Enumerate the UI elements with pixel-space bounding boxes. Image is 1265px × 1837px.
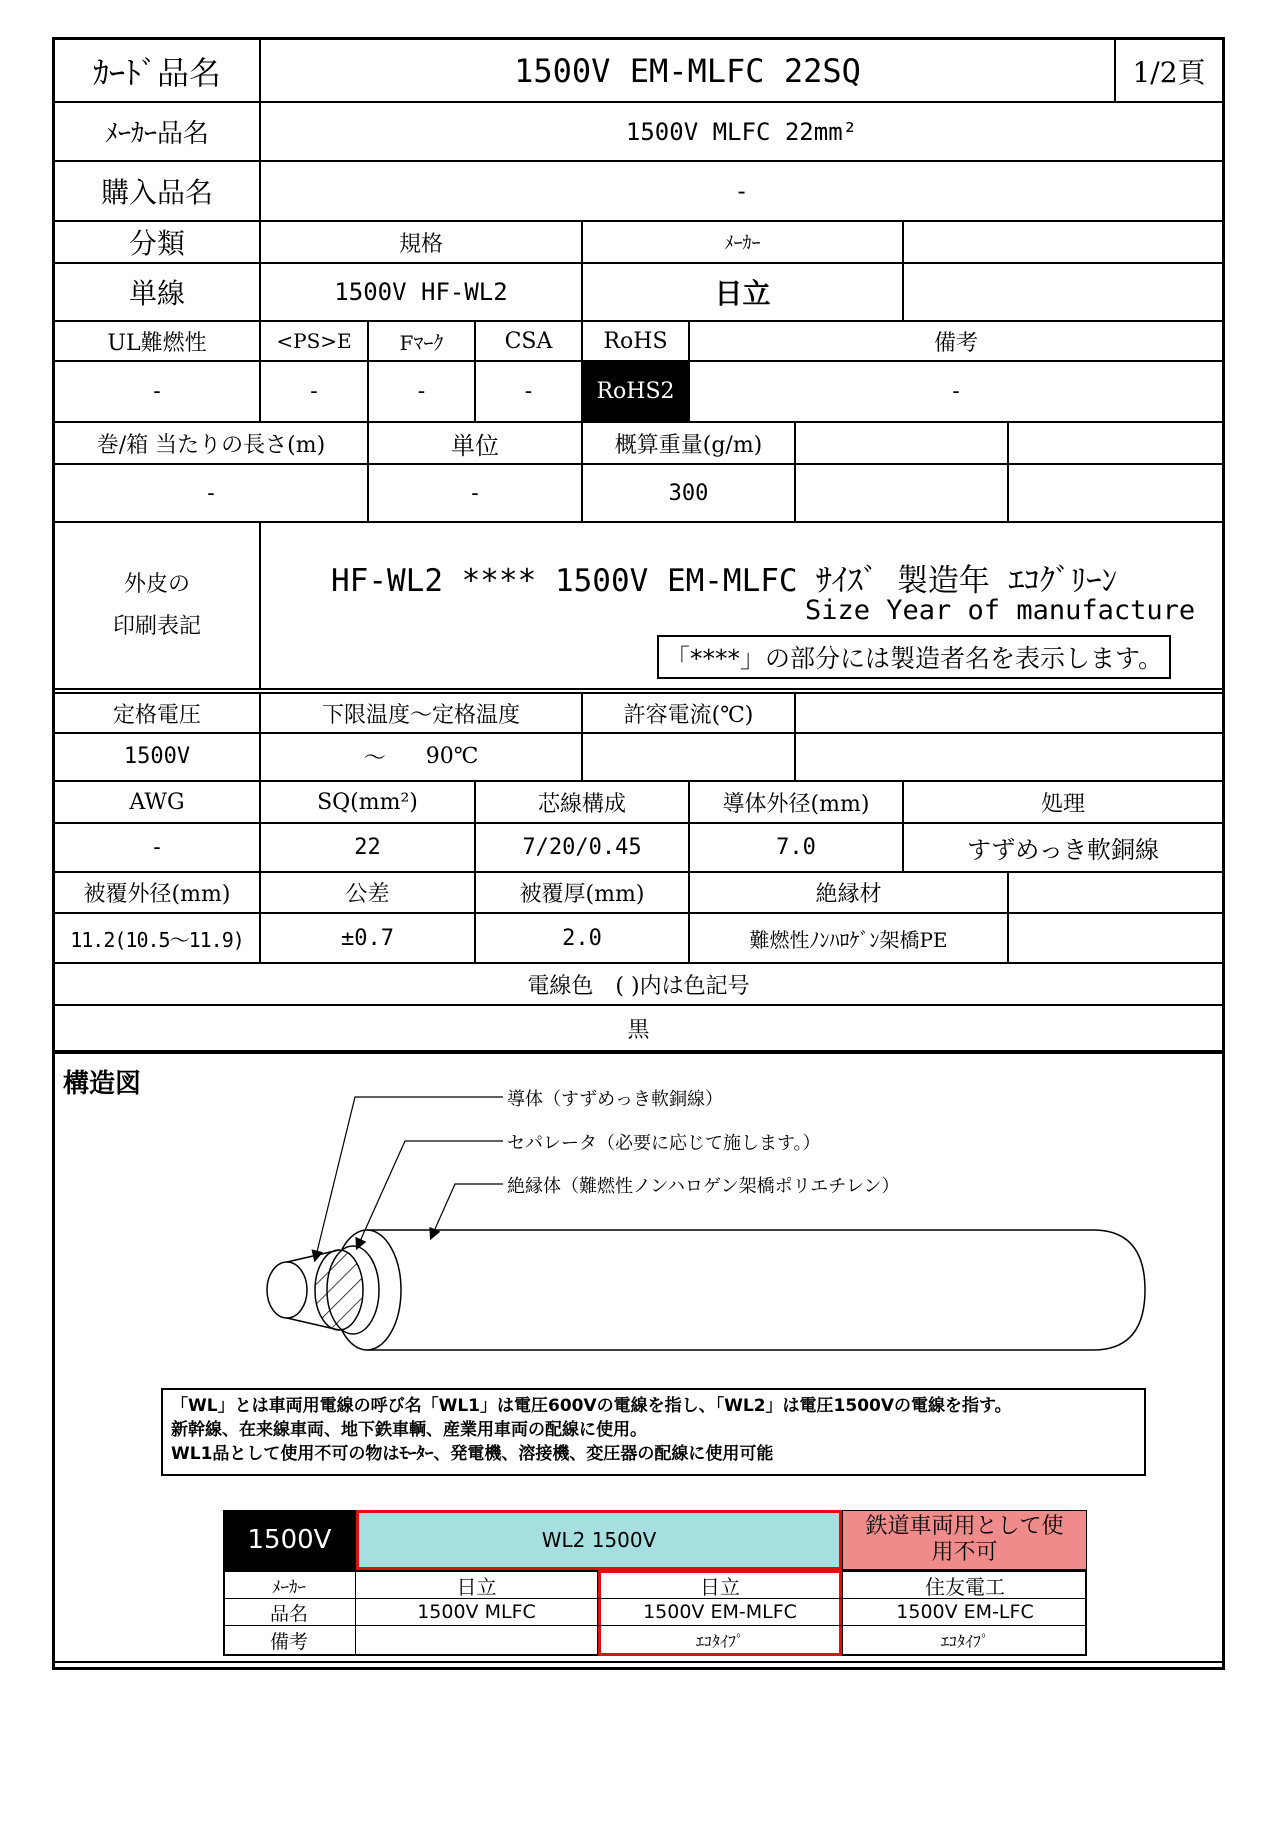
thickness-value: 2.0 xyxy=(476,914,690,964)
conductor-od-value: 7.0 xyxy=(690,824,904,873)
temperature-max: 90℃ xyxy=(425,743,479,769)
color-value: 黒 xyxy=(55,1006,1222,1052)
print-line-1: HF-WL2 **** 1500V EM-MLFC ｻｲｽﾞ 製造年 ｴｺｸﾞﾘｰﾝ xyxy=(331,563,1118,599)
comparison-col3-name: 1500V EM-LFC xyxy=(842,1599,1087,1626)
color-header-row xyxy=(55,964,1222,1006)
remarks-header: 備考 xyxy=(690,322,1222,362)
comparison-wl2: WL2 1500V xyxy=(356,1510,842,1570)
bottom-rule xyxy=(55,1661,1222,1663)
maker-name-row xyxy=(55,103,1222,162)
bunrui: 単線 xyxy=(55,264,261,322)
conductor-value-row xyxy=(55,824,1222,873)
length-header: 巻/箱 当たりの長さ(m) xyxy=(55,423,369,465)
current-header: 許容電流(℃) xyxy=(583,694,796,734)
f-mark-value: - xyxy=(369,362,476,423)
length-blank-2 xyxy=(1009,423,1222,465)
purchase-name-row xyxy=(55,162,1222,222)
rated-voltage: 1500V xyxy=(55,732,261,782)
cable-structure-diagram xyxy=(55,1050,1222,1390)
length-header-row xyxy=(55,423,1222,465)
ul-header: UL難燃性 xyxy=(55,322,261,362)
insulator-label: 絶縁体（難燃性ノンハロゲン架橋ポリエチレン） xyxy=(507,1176,900,1197)
separator-label: セパレータ（必要に応じて施します。） xyxy=(507,1133,821,1154)
maker-name: 1500V MLFC 22mm² xyxy=(261,103,1222,162)
tolerance-header: 公差 xyxy=(261,873,476,914)
rating-header-row xyxy=(55,692,1222,734)
weight-header: 概算重量(g/m) xyxy=(583,423,796,465)
classification-blank xyxy=(904,222,1222,264)
temperature-separator: ～ xyxy=(363,745,386,771)
bunrui-label: 分類 xyxy=(55,222,261,264)
wl-note-line-3: WL1品として使用不可の物はﾓｰﾀｰ、発電機、溶接機、変圧器の配線に使用可能 xyxy=(171,1444,774,1464)
wl-note-line-2: 新幹線、在来線車両、地下鉄車輌、産業用車両の配線に使用。 xyxy=(171,1420,647,1440)
maker-name-label: ﾒｰｶｰ品名 xyxy=(55,103,261,162)
conductor-strands xyxy=(315,1250,363,1330)
card-name-row xyxy=(55,40,1222,103)
temperature-header: 下限温度～定格温度 xyxy=(261,694,583,734)
comparison-row-label-maker: ﾒｰｶｰ xyxy=(223,1572,356,1599)
unit-value: - xyxy=(369,465,583,523)
comparison-col1-maker: 日立 xyxy=(356,1572,598,1599)
sq-header: SQ(mm²) xyxy=(261,782,476,824)
comparison-row-label-name: 品名 xyxy=(223,1599,356,1626)
tolerance-value: ±0.7 xyxy=(261,914,476,964)
rohs-badge: RoHS2 xyxy=(583,362,690,423)
insulation-header-row xyxy=(55,873,1222,914)
comparison-unusable: 鉄道車両用として使用不可 xyxy=(842,1510,1087,1570)
kikaku-label: 規格 xyxy=(261,222,583,264)
conductor-od-header: 導体外径(mm) xyxy=(690,782,904,824)
insulation-od-header: 被覆外径(mm) xyxy=(55,873,261,914)
print-label-line2: 印刷表記 xyxy=(112,613,201,639)
unit-header: 単位 xyxy=(369,423,583,465)
purchase-name: - xyxy=(261,162,1222,222)
print-label-line1: 外皮の xyxy=(123,571,190,597)
treatment-header: 処理 xyxy=(904,782,1222,824)
comparison-table xyxy=(223,1510,1087,1656)
classification-blank-value xyxy=(904,264,1222,322)
weight-value: 300 xyxy=(583,465,796,523)
strand-header: 芯線構成 xyxy=(476,782,690,824)
page-number: 1/2頁 xyxy=(1116,40,1222,103)
kikaku: 1500V HF-WL2 xyxy=(261,264,583,322)
comparison-voltage: 1500V xyxy=(223,1510,356,1570)
classification-maker-label: ﾒｰｶｰ xyxy=(583,222,904,264)
insulation-blank xyxy=(1009,873,1222,914)
length-blank-value-1 xyxy=(796,465,1009,523)
purchase-name-label: 購入品名 xyxy=(55,162,261,222)
insulation-value-row xyxy=(55,914,1222,964)
comparison-col2-name: 1500V EM-MLFC xyxy=(598,1599,842,1626)
insulation-material-value: 難燃性ﾉﾝﾊﾛｹﾞﾝ架橋PE xyxy=(690,914,1009,964)
comparison-col2-remarks: ｴｺﾀｲﾌﾟ xyxy=(695,1631,744,1651)
length-value-row xyxy=(55,465,1222,523)
pse-header: <PS>E xyxy=(261,322,369,362)
print-note: 「****」の部分には製造者名を表示します。 xyxy=(657,635,1171,679)
rated-voltage-header: 定格電圧 xyxy=(55,694,261,734)
comparison-col1-name: 1500V MLFC xyxy=(356,1599,598,1626)
rohs-header: RoHS xyxy=(583,322,690,362)
conductor-label: 導体（すずめっき軟銅線） xyxy=(507,1089,723,1110)
sq-value: 22 xyxy=(261,824,476,873)
classification-header-row xyxy=(55,222,1222,264)
rating-value-row xyxy=(55,732,1222,782)
conductor-header-row xyxy=(55,782,1222,824)
rating-blank xyxy=(796,694,1222,734)
comparison-row-label-remarks: 備考 xyxy=(223,1626,356,1654)
structure-title: 構造図 xyxy=(63,1069,142,1099)
wl-notes xyxy=(161,1388,1146,1476)
insulation-material-header: 絶縁材 xyxy=(690,873,1009,914)
awg-header: AWG xyxy=(55,782,261,824)
conductor-end xyxy=(267,1262,307,1318)
color-header: 電線色 ( )内は色記号 xyxy=(55,964,1222,1006)
ul-value-row xyxy=(55,362,1222,423)
spec-sheet xyxy=(52,37,1225,1670)
comparison-col3-maker: 住友電工 xyxy=(842,1572,1087,1599)
remarks-value: - xyxy=(690,362,1222,423)
insulation-od-value: 11.2(10.5～11.9) xyxy=(55,914,261,964)
csa-value: - xyxy=(476,362,583,423)
print-line-2: Size Year of manufacture xyxy=(805,595,1196,626)
length-blank-value-2 xyxy=(1009,465,1222,523)
awg-value: - xyxy=(55,824,261,873)
classification-maker: 日立 xyxy=(583,264,904,322)
current-value xyxy=(583,732,796,782)
length-blank-1 xyxy=(796,423,1009,465)
insulation-blank-value xyxy=(1009,914,1222,964)
rating-blank-value xyxy=(796,732,1222,782)
print-row xyxy=(55,523,1222,690)
comparison-col1-remarks xyxy=(356,1626,598,1654)
strand-value: 7/20/0.45 xyxy=(476,824,690,873)
card-name-label: ｶｰﾄﾞ品名 xyxy=(55,40,261,103)
pse-value: - xyxy=(261,362,369,423)
comparison-col2-maker: 日立 xyxy=(598,1572,842,1599)
classification-value-row xyxy=(55,264,1222,322)
color-value-row xyxy=(55,1006,1222,1054)
card-name: 1500V EM-MLFC 22SQ xyxy=(261,40,1116,103)
comparison-col3-remarks: ｴｺﾀｲﾌﾟ xyxy=(842,1626,1087,1654)
csa-header: CSA xyxy=(476,322,583,362)
length-value: - xyxy=(55,465,369,523)
treatment-value: すずめっき軟銅線 xyxy=(904,824,1222,873)
f-mark-header: Fﾏｰｸ xyxy=(369,322,476,362)
ul-value: - xyxy=(55,362,261,423)
temperature-range xyxy=(261,732,583,782)
wl-note-line-1: 「WL」とは車両用電線の呼び名「WL1」は電圧600Vの電線を指し、「WL2」は電圧1500Vの電線を指す。 xyxy=(171,1396,1012,1416)
print-label xyxy=(55,523,261,688)
thickness-header: 被覆厚(mm) xyxy=(476,873,690,914)
insulator-body xyxy=(367,1230,1145,1350)
ul-header-row xyxy=(55,322,1222,362)
